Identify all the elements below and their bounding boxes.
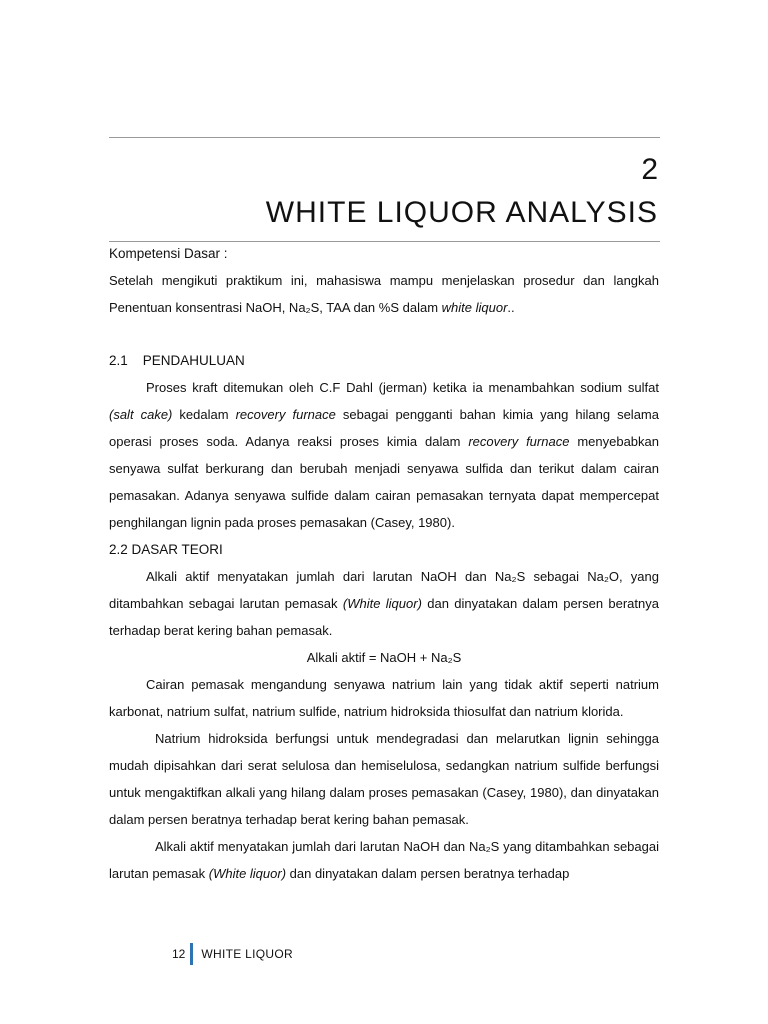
page-number: 12 <box>172 947 186 961</box>
chapter-title: WHITE LIQUOR ANALYSIS <box>265 196 658 229</box>
text-run: Alkali aktif menyatakan jumlah dari larutan NaOH dan Na₂S sebagai Na₂O, yang ditambahkan sebagai larutan pemasak <box>109 569 659 611</box>
kompetensi-emphasis: white liquor <box>441 300 508 315</box>
text-run: dan dinyatakan dalam persen beratnya terhadap <box>286 866 570 881</box>
kompetensi-text-end: .. <box>507 300 515 315</box>
kompetensi-text <box>109 267 659 321</box>
page-body <box>109 240 659 887</box>
text-run: sebagai pengganti bahan kimia yang hilang selama operasi proses soda. Adanya reaksi proses kimia dalam <box>109 407 659 449</box>
emphasis-run: recovery furnace <box>235 407 336 422</box>
chapter-number: 2 <box>641 153 658 186</box>
emphasis-run: (White liquor) <box>342 596 422 611</box>
formula-alkali-aktif: Alkali aktif = NaOH + Na₂S <box>306 650 462 665</box>
emphasis-run: recovery furnace <box>468 434 570 449</box>
text-run: kedalam <box>172 407 236 422</box>
emphasis-run: (salt cake) <box>109 407 173 422</box>
page-footer <box>172 942 293 966</box>
paragraph-pendahuluan <box>109 374 659 536</box>
paragraph-natrium-hidroksida: Natrium hidroksida berfungsi untuk mendegradasi dan melarutkan lignin sehingga mudah dipisahkan dari serat selulosa dan hemiselulosa, sedangkan natrium sulfide berfungsi untuk mengaktifkan alkali yang hilang dalam proses pemasakan (Casey, 1980), dan dinyatakan dalam persen beratnya terhadap berat kering bahan pemasak. <box>109 731 659 827</box>
footer-running-title: WHITE LIQUOR <box>201 947 293 961</box>
footer-accent-bar <box>190 943 193 965</box>
text-run: dan dinyatakan dalam persen beratnya terhadap berat kering bahan pemasak. <box>109 596 659 638</box>
paragraph-cairan-pemasak: Cairan pemasak mengandung senyawa natrium lain yang tidak aktif seperti natrium karbonat, natrium sulfat, natrium sulfide, natrium hidroksida thiosulfat dan natrium klorida. <box>109 677 659 719</box>
kompetensi-text-part: Setelah mengikuti praktikum ini, mahasiswa mampu menjelaskan prosedur dan langkah Penentuan konsentrasi NaOH, Na₂S, TAA dan %S dalam <box>109 273 659 315</box>
text-run: Alkali aktif menyatakan jumlah dari larutan NaOH dan Na₂S yang ditambahkan sebagai larutan pemasak <box>109 839 659 881</box>
text-run: menyebabkan senyawa sulfat berkurang dan berubah menjadi senyawa sulfida dan terikut dalam cairan pemasakan. Adanya senyawa sulfide dalam cairan pemasakan ternyata dapat mempercepat penghilangan lignin pada proses pemasakan (Casey, 1980). <box>109 434 659 530</box>
header-rule-top <box>109 137 660 138</box>
section-heading-pendahuluan: 2.1 PENDAHULUAN <box>109 353 245 368</box>
text-run: Proses kraft ditemukan oleh C.F Dahl (jerman) ketika ia menambahkan sodium sulfat <box>146 380 659 395</box>
emphasis-run: (White liquor) <box>208 866 287 881</box>
paragraph-alkali-aktif <box>109 563 659 644</box>
section-heading-dasar-teori: 2.2 DASAR TEORI <box>109 542 223 557</box>
kompetensi-heading: Kompetensi Dasar : <box>109 246 228 261</box>
paragraph-alkali-aktif-2 <box>109 833 659 887</box>
